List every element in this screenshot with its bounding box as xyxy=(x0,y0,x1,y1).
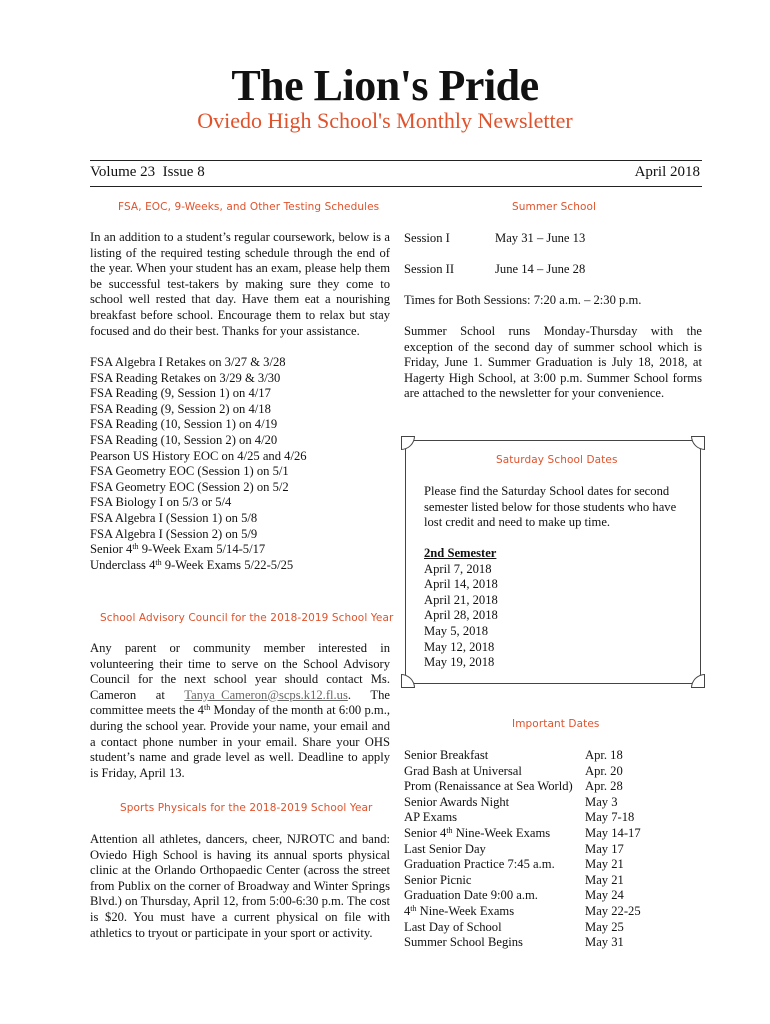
testing-item: FSA Algebra I (Session 2) on 5/9 xyxy=(90,526,258,541)
session2-label: Session II xyxy=(404,262,455,276)
physicals-text: Attention all athletes, dancers, cheer, NJROTC and band: Oviedo High School is having its annual sports physical clinic at the Orlando Orthopaedic Center (across the street from Publix on the corner of Broadway and Winter Springs Blvd.) on Thursday, April 12, from 5:00-6:30 p.m. The cost is $20. You must have a current physical on file with athletics to tryout or participate in your sport or activity. xyxy=(90,832,390,940)
physicals-heading: Sports Physicals for the 2018-2019 School Year xyxy=(120,802,373,814)
event-date: May 21 xyxy=(585,872,624,887)
sac-heading: School Advisory Council for the 2018-2019 School Year xyxy=(100,612,394,624)
semester-label: 2nd Semester xyxy=(424,546,497,560)
event-name: Last Senior Day xyxy=(404,841,486,856)
saturday-date: May 5, 2018 xyxy=(424,623,489,638)
event-name: Senior Picnic xyxy=(404,872,472,887)
testing-item: FSA Reading (10, Session 1) on 4/19 xyxy=(90,417,278,432)
volume-issue: Volume 23 Issue 8 xyxy=(90,164,205,180)
event-name: AP Exams xyxy=(404,810,458,825)
top-rule xyxy=(90,160,702,161)
newsletter-subtitle: Oviedo High School's Monthly Newsletter xyxy=(197,108,573,133)
testing-item: FSA Reading (9, Session 2) on 4/18 xyxy=(90,401,271,416)
event-date: May 31 xyxy=(585,935,624,950)
issue-date: April 2018 xyxy=(634,164,700,180)
saturday-date: May 19, 2018 xyxy=(424,655,495,670)
event-date: May 24 xyxy=(585,888,624,903)
testing-item: FSA Reading (10, Session 2) on 4/20 xyxy=(90,432,278,447)
saturday-date: April 7, 2018 xyxy=(424,561,492,576)
session2-dates: June 14 – June 28 xyxy=(495,262,586,276)
event-name: Prom (Renaissance at Sea World) xyxy=(404,779,573,794)
testing-item: Pearson US History EOC on 4/25 and 4/26 xyxy=(90,448,307,463)
saturday-date: April 14, 2018 xyxy=(424,577,498,592)
event-date: May 22-25 xyxy=(585,903,641,918)
underclass-exam-item: Underclass 4th 9-Week Exams 5/22-5/25 xyxy=(90,557,294,572)
sac-email-link[interactable]: Tanya_Cameron@scps.k12.fl.us xyxy=(184,687,348,702)
summer-times: Times for Both Sessions: 7:20 a.m. – 2:30 p.m. xyxy=(404,293,642,307)
event-date: Apr. 20 xyxy=(585,763,623,778)
sac-text: Any parent or community member interested in volunteering their time to serve on the School Advisory Council for the next school year should contact Ms. Cameron at Tanya_Cameron@scps.k12.fl.us. The committee meets the 4th Monday of the month at 6:00 p.m., during the school year. Provide your name, your email and a contact phone number in your email. Share your OHS student’s name and grade level as well. Deadline to apply is Friday, April 13. xyxy=(90,641,390,780)
event-name: Senior Breakfast xyxy=(404,748,489,762)
event-name: Senior 4th Nine-Week Exams xyxy=(404,825,551,840)
session1-label: Session I xyxy=(404,231,450,245)
event-date: May 7-18 xyxy=(585,810,635,825)
event-date: Apr. 18 xyxy=(585,748,623,762)
event-name: Senior Awards Night xyxy=(404,794,510,809)
saturday-date: April 21, 2018 xyxy=(424,592,498,607)
testing-item: FSA Reading (9, Session 1) on 4/17 xyxy=(90,386,271,401)
event-name: Graduation Practice 7:45 a.m. xyxy=(404,857,555,872)
event-date: May 14-17 xyxy=(585,825,641,840)
event-name: Grad Bash at Universal xyxy=(404,763,522,778)
newsletter-title: The Lion's Pride xyxy=(231,61,539,110)
testing-item: FSA Geometry EOC (Session 2) on 5/2 xyxy=(90,479,289,494)
summer-heading: Summer School xyxy=(512,201,597,213)
event-date: May 17 xyxy=(585,841,624,856)
important-events xyxy=(404,748,584,951)
event-date: May 21 xyxy=(585,857,624,872)
bottom-rule xyxy=(90,186,702,187)
session1-dates: May 31 – June 13 xyxy=(495,231,586,245)
saturday-dates xyxy=(424,546,498,671)
saturday-date: May 12, 2018 xyxy=(424,639,495,654)
event-name: 4th Nine-Week Exams xyxy=(404,903,515,918)
summer-details: Summer School runs Monday-Thursday with the exception of the second day of summer school which is Friday, June 1. Summer Graduation is July 18, 2018, at Hagerty High School, at 3:00 p.m. Summer School forms are attached to the newsletter for your convenience. xyxy=(404,324,702,401)
event-date: May 25 xyxy=(585,919,624,934)
saturday-text: Please find the Saturday School dates for second semester listed below for those students who have lost credit and need to make up time. xyxy=(424,484,677,530)
testing-item: FSA Biology I on 5/3 or 5/4 xyxy=(90,495,232,510)
testing-list xyxy=(90,355,390,573)
event-name: Graduation Date 9:00 a.m. xyxy=(404,888,538,903)
testing-item: FSA Algebra I (Session 1) on 5/8 xyxy=(90,510,258,525)
important-heading: Important Dates xyxy=(512,718,600,730)
saturday-date: April 28, 2018 xyxy=(424,608,498,623)
saturday-heading: Saturday School Dates xyxy=(496,454,618,466)
event-date: Apr. 28 xyxy=(585,779,623,794)
event-name: Last Day of School xyxy=(404,919,502,934)
important-event-dates xyxy=(585,748,685,951)
event-name: Summer School Begins xyxy=(404,935,523,950)
testing-intro: In an addition to a student’s regular coursework, below is a listing of the required testing schedule through the end of the year. When your student has an exam, please help them be successful test-takers by making sure they come to school well rested that day. Have them eat a nourishing breakfast before school. Encourage them to relax but stay focused and do their best. Thanks for your assistance. xyxy=(90,230,390,338)
testing-item: FSA Reading Retakes on 3/29 & 3/30 xyxy=(90,370,281,385)
testing-item: FSA Algebra I Retakes on 3/27 & 3/28 xyxy=(90,355,286,369)
event-date: May 3 xyxy=(585,794,618,809)
testing-item: FSA Geometry EOC (Session 1) on 5/1 xyxy=(90,464,289,479)
testing-heading: FSA, EOC, 9-Weeks, and Other Testing Schedules xyxy=(118,201,380,213)
senior-exam-item: Senior 4th 9-Week Exam 5/14-5/17 xyxy=(90,542,266,557)
